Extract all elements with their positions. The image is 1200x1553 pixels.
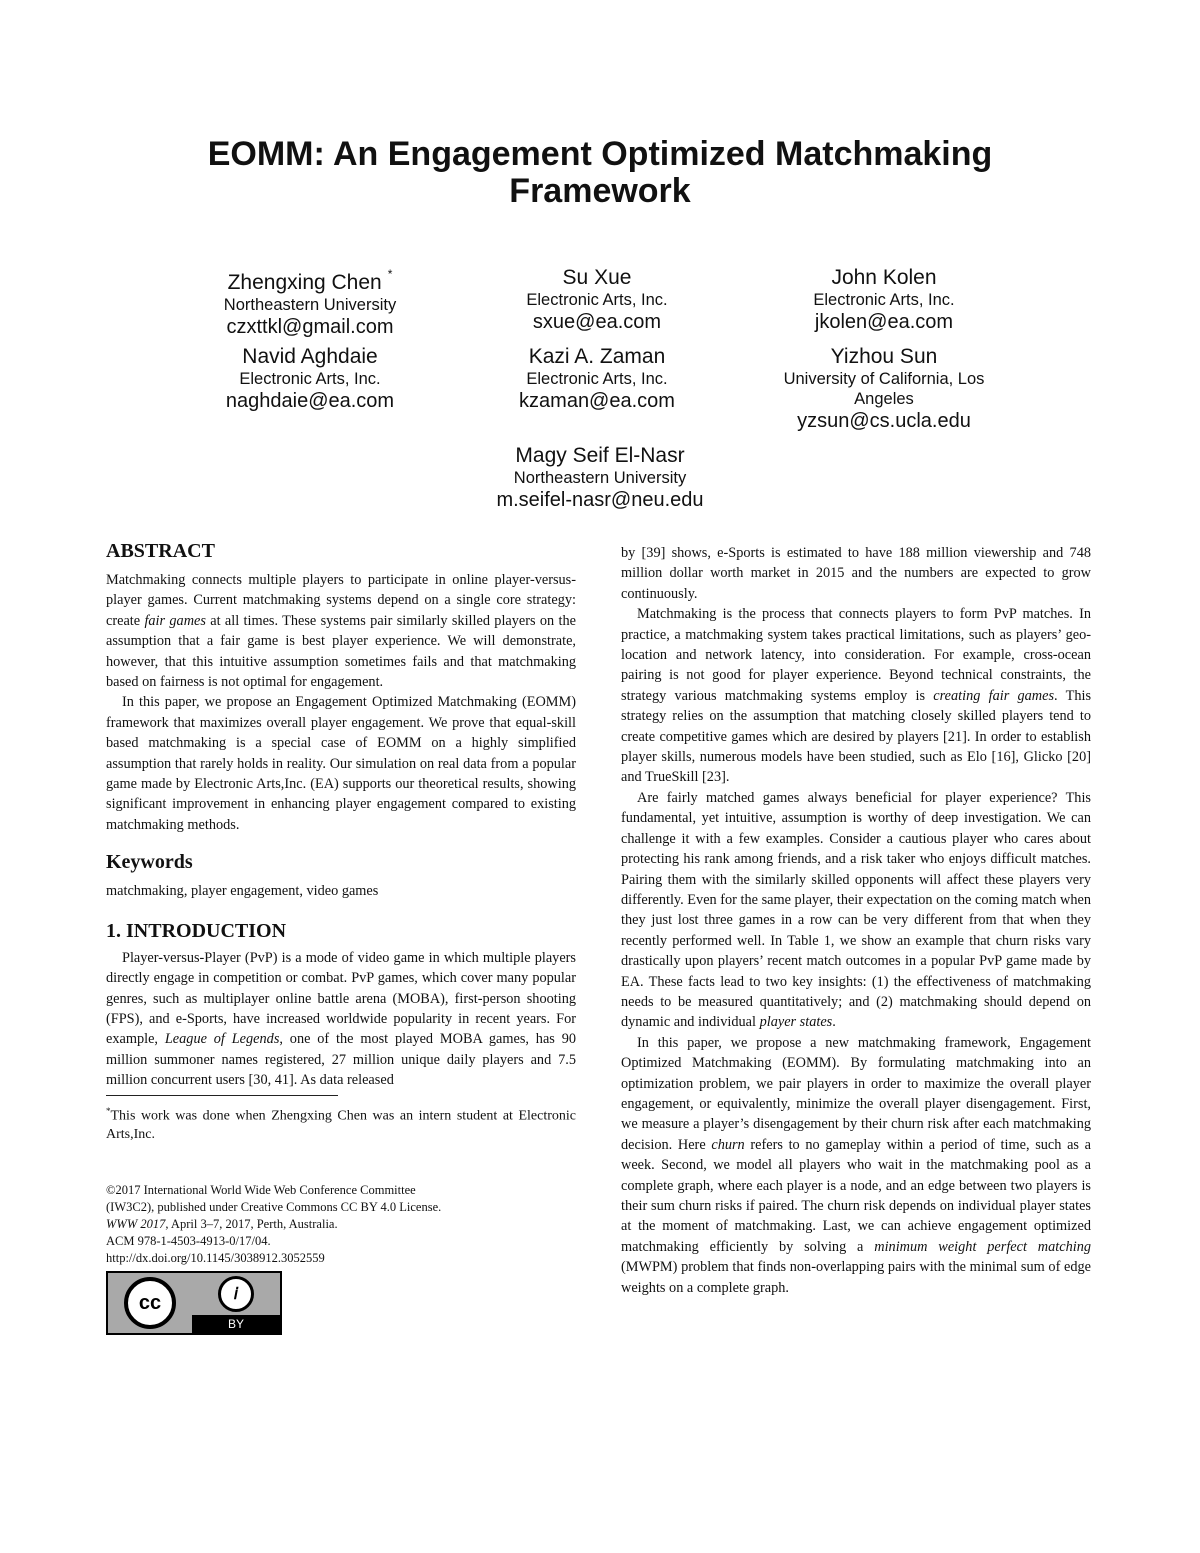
author-block: [467, 265, 727, 334]
body-paragraph: In this paper, we propose a new matchmaking framework, Engagement Optimized Matchmaking (EOMM). By formulating matchmaking into an optimization problem, we pair players in order to maximize the overall player engagement, or equivalently, minimize the overall player disengagement. First, we measure a player’s disengagement by their churn risk after each matchmaking decision. Here churn refers to no gameplay within a period of time, such as a week. Second, we model all players who wait in the matchmaking pool as a complete graph, where each player is a node, and an edge between two players is their sum churn risks if paired. The churn risk depends on individual player states at the moment of matchmaking. Last, we can achieve engagement optimized matchmaking efficiently by solving a minimum weight perfect matching (MWPM) problem that finds non-overlapping pairs with the minimal sum of edge weights on a complete graph.: [621, 1034, 1092, 1296]
cc-by-license-badge[interactable]: [106, 1271, 282, 1335]
footnote: *This work was done when Zhengxing Chen was an intern student at Electronic Arts,Inc.: [106, 1105, 576, 1143]
right-column: [621, 543, 1091, 1298]
author-email: sxue@ea.com: [532, 311, 662, 333]
author-email: jkolen@ea.com: [814, 311, 954, 333]
author-name: Navid Aghdaie: [242, 345, 378, 368]
author-name: Kazi A. Zaman: [528, 345, 666, 368]
copyright-line: (IW3C2), published under Creative Commons CC BY 4.0 License.: [106, 1200, 442, 1215]
author-name: Magy Seif El-Nasr: [515, 444, 685, 467]
author-affiliation: Electronic Arts, Inc.: [813, 291, 955, 309]
author-block: [180, 344, 440, 413]
footnote-rule: [106, 1095, 338, 1096]
copyright-line: ACM 978-1-4503-4913-0/17/04.: [106, 1234, 271, 1249]
body-paragraph: by [39] shows, e-Sports is estimated to have 188 million viewership and 748 million dollar worth market in 2015 and the numbers are expected to grow continuously.: [621, 545, 1091, 602]
author-footnote-mark: *: [387, 267, 393, 281]
author-name: Zhengxing Chen *: [227, 267, 393, 294]
keywords-heading: Keywords: [106, 851, 193, 874]
author-affiliation: Northeastern University: [513, 469, 687, 487]
author-affiliation: University of California, Los Angeles: [783, 370, 985, 408]
left-column: [106, 538, 576, 1335]
body-paragraph: Player-versus-Player (PvP) is a mode of video game in which multiple players directly engage in competition or combat. PvP games, which cover many popular genres, such as multiplayer online battle arena (MOBA), first-person shooting (FPS), and e-Sports, have increased worldwide popularity in recent years. For example, League of Legends, one of the most played MOBA games, has 90 million summoner names registered, 27 million unique daily players and 7.5 million concurrent users [30, 41]. As data released: [106, 949, 576, 1089]
author-affiliation: Electronic Arts, Inc.: [526, 291, 668, 309]
doi-link[interactable]: http://dx.doi.org/10.1145/3038912.3052559: [106, 1251, 325, 1266]
keywords-text: matchmaking, player engagement, video games: [106, 883, 379, 900]
author-email: czxttkl@gmail.com: [226, 316, 394, 338]
author-name: John Kolen: [831, 266, 937, 289]
author-block: [180, 265, 440, 339]
by-label: BY: [192, 1315, 280, 1333]
author-email: yzsun@cs.ucla.edu: [797, 410, 971, 432]
author-block: [754, 265, 1014, 334]
author-block: [754, 344, 1014, 433]
author-email: kzaman@ea.com: [519, 390, 675, 412]
copyright-line: WWW 2017, April 3–7, 2017, Perth, Australia.: [106, 1217, 338, 1232]
paper-title: EOMM: An Engagement Optimized Matchmaking Framework: [207, 135, 993, 210]
abstract-paragraph: Matchmaking connects multiple players to participate in online player-versus-player games. Current matchmaking systems depend on a single core strategy: create fair games at all times. These systems pair similarly skilled players on the assumption that a fair game is best player experience. We will demonstrate, however, that this intuitive assumption sometimes fails and that matchmaking based on fairness is not optimal for engagement.: [106, 572, 576, 691]
author-name: Su Xue: [562, 266, 632, 289]
author-block: [440, 443, 760, 512]
abstract-heading: ABSTRACT: [106, 540, 215, 562]
author-email: naghdaie@ea.com: [225, 390, 395, 412]
author-name: Yizhou Sun: [830, 345, 938, 368]
body-paragraph: Matchmaking is the process that connects players to form PvP matches. In practice, a matchmaking system takes practical limitations, such as players’ geo-location and network latency, into consideration. For example, cross-ocean pairing is not good for player experience. Beyond technical constraints, the strategy various matchmaking systems employ is creating fair games. This strategy relies on the assumption that matching closely skilled players tend to create competitive games which are desired by players [21]. In order to establish player skills, numerous models have been studied, such as Elo [16], Glicko [20] and TrueSkill [23].: [621, 606, 1092, 786]
attribution-person-icon: 𝘪: [218, 1276, 254, 1312]
abstract-paragraph: In this paper, we propose an Engagement Optimized Matchmaking (EOMM) framework that maximizes overall player engagement. We prove that equal-skill based matchmaking is a special case of EOMM on a highly simplified assumption that rarely holds in reality. Our simulation on real data from a popular game made by Electronic Arts,Inc. (EA) supports our theoretical results, showing significant improvement in enhancing player engagement compared to existing matchmaking methods.: [106, 694, 576, 833]
author-email: m.seifel-nasr@neu.edu: [496, 489, 704, 511]
copyright-line: ©2017 International World Wide Web Conference Committee: [106, 1183, 416, 1198]
author-affiliation: Electronic Arts, Inc.: [239, 370, 381, 388]
author-affiliation: Electronic Arts, Inc.: [526, 370, 668, 388]
author-block: [467, 344, 727, 413]
copyright-block: [106, 1182, 576, 1335]
introduction-heading: 1. INTRODUCTION: [106, 919, 287, 942]
cc-icon: cc: [124, 1277, 176, 1329]
author-affiliation: Northeastern University: [223, 296, 397, 314]
body-paragraph: Are fairly matched games always beneficial for player experience? This fundamental, yet intuitive, assumption is worthy of deep investigation. We can challenge it with a few examples. Consider a cautious player who cares about protecting his rank among friends, and a risk taker who enjoys difficult matches. Pairing them with the similarly skilled opponents will affect these players very differently. Even for the same player, their expectation on the coming match when they just lost three games in a row can be very different from that when they recently performed well. In Table 1, we show an example that churn risks vary drastically upon players’ recent match outcomes in a popular PvP game made by EA. These facts lead to two key insights: (1) the effectiveness of matchmaking needs to be measured quantitatively; and (2) matchmaking should depend on dynamic and individual player states.: [621, 789, 1091, 1031]
